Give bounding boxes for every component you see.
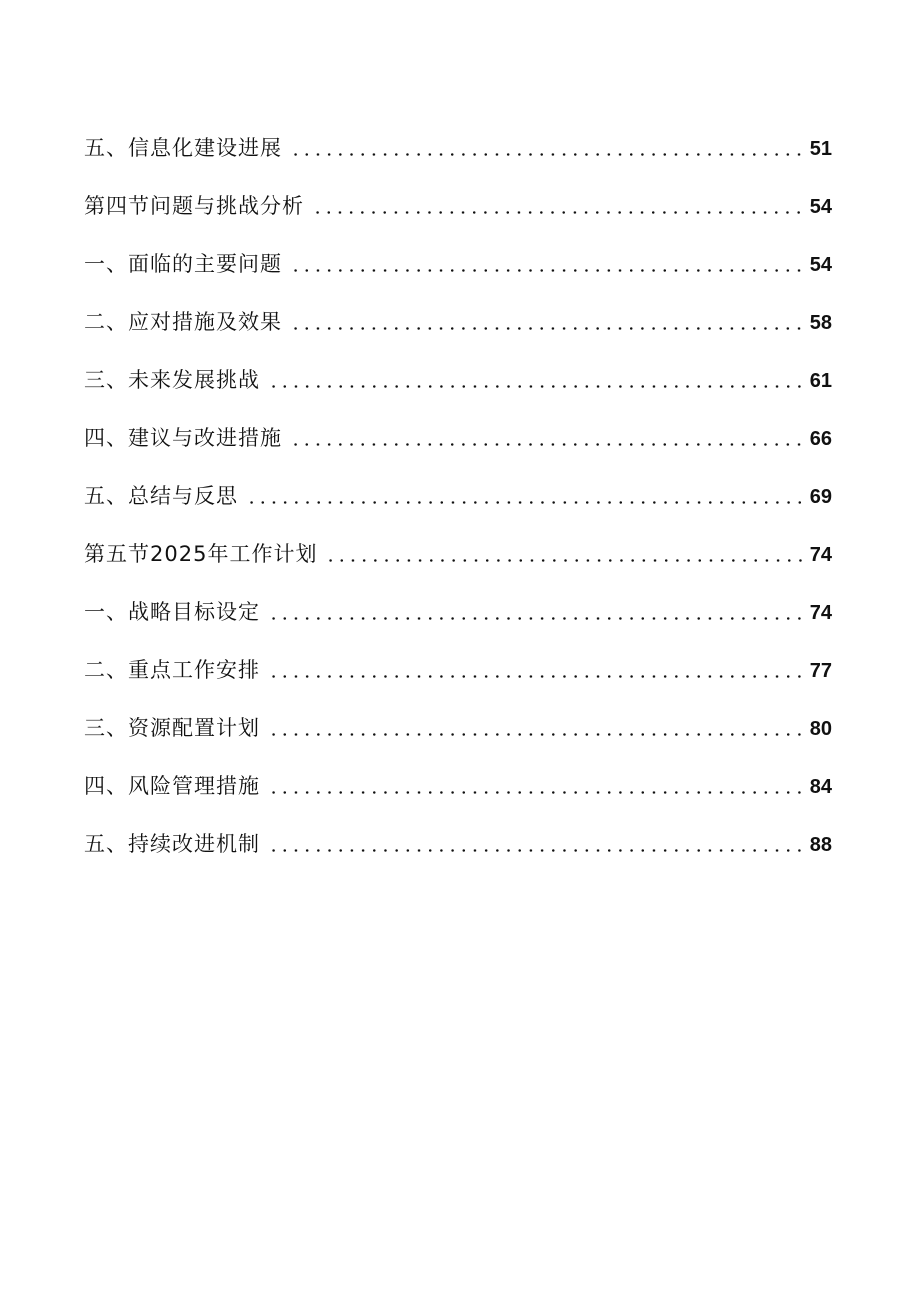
toc-entry[interactable] bbox=[84, 808, 832, 866]
toc-page-number: 51 bbox=[809, 138, 832, 160]
toc-entry[interactable] bbox=[84, 344, 832, 402]
toc-entry-title: 三、未来发展挑战 bbox=[84, 368, 260, 392]
toc-dot-leader bbox=[290, 327, 804, 330]
toc-page-number: 66 bbox=[809, 428, 832, 450]
table-of-contents bbox=[84, 112, 832, 866]
toc-entry[interactable] bbox=[84, 228, 832, 286]
toc-page-number: 77 bbox=[809, 660, 832, 682]
toc-dot-leader bbox=[290, 269, 804, 272]
toc-entry-title: 二、应对措施及效果 bbox=[84, 310, 282, 334]
toc-page-number: 84 bbox=[809, 776, 832, 798]
toc-entry-title: 五、总结与反思 bbox=[84, 484, 238, 508]
toc-dot-leader bbox=[268, 791, 804, 794]
toc-entry-title: 第四节问题与挑战分析 bbox=[84, 194, 304, 218]
toc-entry-title: 四、风险管理措施 bbox=[84, 774, 260, 798]
toc-dot-leader bbox=[268, 849, 804, 852]
toc-entry-title: 三、资源配置计划 bbox=[84, 716, 260, 740]
toc-entry-title: 五、持续改进机制 bbox=[84, 832, 260, 856]
toc-dot-leader bbox=[290, 153, 804, 156]
toc-entry[interactable] bbox=[84, 634, 832, 692]
toc-entry[interactable] bbox=[84, 750, 832, 808]
toc-entry[interactable] bbox=[84, 402, 832, 460]
toc-page-number: 54 bbox=[809, 254, 832, 276]
toc-dot-leader bbox=[312, 211, 804, 214]
toc-entry[interactable] bbox=[84, 170, 832, 228]
toc-dot-leader bbox=[290, 443, 804, 446]
toc-entry-title: 二、重点工作安排 bbox=[84, 658, 260, 682]
toc-entry-title: 一、面临的主要问题 bbox=[84, 252, 282, 276]
toc-entry-title: 一、战略目标设定 bbox=[84, 600, 260, 624]
toc-page-number: 54 bbox=[809, 196, 832, 218]
toc-page-number: 58 bbox=[809, 312, 832, 334]
toc-entry-title: 第五节2025年工作计划 bbox=[84, 542, 318, 566]
toc-page-number: 61 bbox=[809, 370, 832, 392]
toc-page-number: 88 bbox=[809, 834, 832, 856]
toc-page-number: 74 bbox=[809, 544, 832, 566]
toc-entry[interactable] bbox=[84, 576, 832, 634]
toc-dot-leader bbox=[268, 385, 804, 388]
toc-dot-leader bbox=[268, 675, 804, 678]
toc-dot-leader bbox=[268, 733, 804, 736]
toc-entry[interactable] bbox=[84, 518, 832, 576]
toc-entry[interactable] bbox=[84, 112, 832, 170]
toc-entry[interactable] bbox=[84, 286, 832, 344]
toc-page-number: 80 bbox=[809, 718, 832, 740]
toc-entry[interactable] bbox=[84, 460, 832, 518]
toc-dot-leader bbox=[246, 501, 804, 504]
toc-dot-leader bbox=[325, 559, 803, 562]
toc-page-number: 69 bbox=[809, 486, 832, 508]
toc-dot-leader bbox=[268, 617, 804, 620]
toc-entry[interactable] bbox=[84, 692, 832, 750]
toc-entry-title: 五、信息化建设进展 bbox=[84, 136, 282, 160]
toc-page-number: 74 bbox=[809, 602, 832, 624]
toc-entry-title: 四、建议与改进措施 bbox=[84, 426, 282, 450]
